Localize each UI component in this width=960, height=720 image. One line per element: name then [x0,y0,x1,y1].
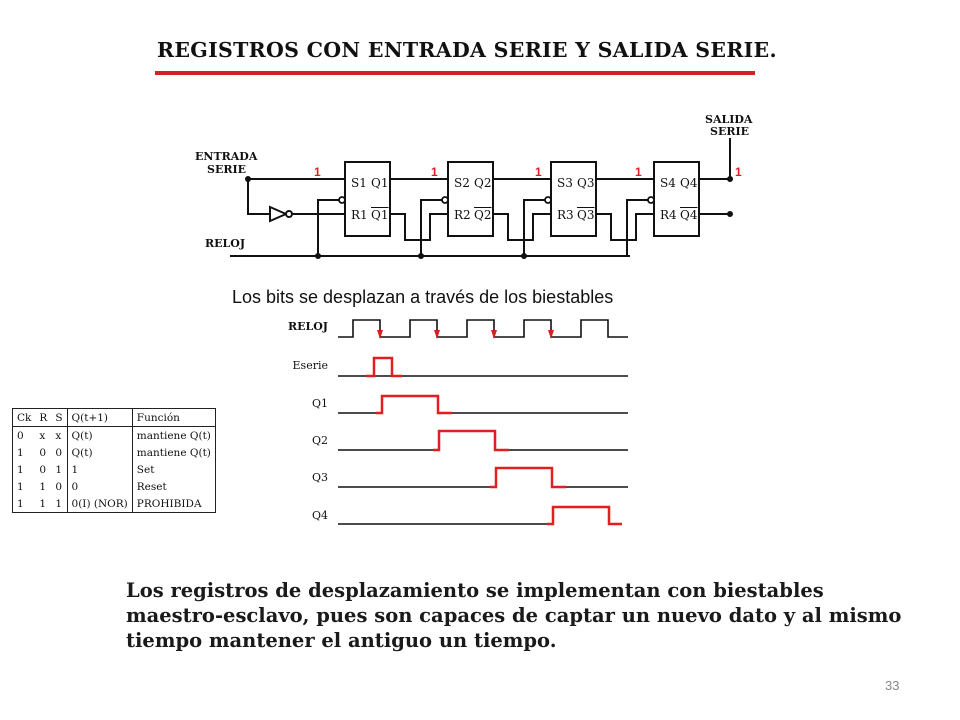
cell-ck: 1 [17,480,24,493]
q1-pulse [376,396,452,413]
shift-register-circuit [190,110,770,270]
header-qt1: Q(t+1) [67,409,132,427]
table-row [13,427,216,445]
cell-funcion: Set [132,461,215,478]
clk3-wire [524,200,548,256]
ff3-qn-label: Q3 [577,208,595,222]
timing-diagram [330,310,640,530]
ff4-qn-label: Q4 [680,208,698,222]
cell-s: 0 [55,480,62,493]
truth-table-header [13,409,216,427]
table-row [13,444,216,461]
q1n-r2-wire [390,214,448,240]
cell-funcion: mantiene Q(t) [132,427,215,445]
table-row [13,495,216,513]
q2n-r3-wire [493,214,551,240]
ff4-q-label: Q4 [680,176,698,190]
bit-label-5: 1 [735,165,742,179]
inverter-gate [270,207,286,221]
paragraph-line-2: maestro-esclavo, pues son capaces de captar un nuevo dato y al mismo [126,604,902,627]
cell-ck: 1 [17,463,24,476]
inverter-bubble [286,211,292,217]
bit-label-3: 1 [535,165,542,179]
cell-qt1: Q(t) [67,444,132,461]
page-title: REGISTROS CON ENTRADA SERIE Y SALIDA SERIE. [157,38,777,62]
cell-funcion: Reset [132,478,215,495]
ff3-q-label: Q3 [577,176,595,190]
signal-label-q2: Q2 [311,434,328,447]
ff2-qn-label: Q2 [474,208,492,222]
cell-funcion: PROHIBIDA [132,495,215,513]
ff1-s-label: S1 [351,176,367,190]
caption: Los bits se desplazan a través de los biestables [232,287,614,307]
truth-table [12,408,216,513]
clk4-wire [627,200,651,256]
cell-r: 0 [39,463,47,476]
q3-pulse [490,468,566,487]
cell-ck: 0 [17,429,24,442]
ff4-s-label: S4 [660,176,676,190]
ff3-r-label: R3 [557,208,574,222]
input-label-1: ENTRADA [195,150,258,163]
clk1-wire [318,200,342,256]
clock-label: RELOJ [205,237,246,250]
ff2-q-label: Q2 [474,176,492,190]
output-label-1: SALIDA [705,113,753,126]
cell-s: x [55,429,62,442]
ff1-qn-label: Q1 [371,208,389,222]
cell-r: 1 [39,480,47,493]
output-wire [699,138,730,179]
page-number: 33 [885,678,900,693]
title-underline [155,71,755,75]
cell-s: 0 [55,446,62,459]
signal-label-eserie: Eserie [292,359,328,372]
q4-pulse [547,507,622,524]
explanation-paragraph [126,578,902,653]
inverter-branch-wire [248,179,270,214]
ff4-box [654,162,699,236]
signal-label-q4: Q4 [311,509,328,522]
signal-label-reloj: RELOJ [287,320,328,333]
q2-pulse [433,431,509,450]
ff2-r-label: R2 [454,208,471,222]
ff1-q-label: Q1 [371,176,389,190]
cell-ck: 1 [17,446,24,459]
bit-label-2: 1 [431,165,438,179]
cell-qt1: 0 [67,478,132,495]
ff1-box [345,162,390,236]
paragraph-line-3: tiempo mantener el antiguo un tiempo. [126,629,557,652]
header-ck: Ck [13,409,36,427]
cell-ck: 1 [17,497,24,510]
q3n-r4-wire [596,214,654,240]
ff4-r-label: R4 [660,208,677,222]
cell-r: 1 [39,497,47,510]
clk2-wire [421,200,445,256]
table-row [13,461,216,478]
header-funcion: Función [132,409,215,427]
signal-label-q1: Q1 [311,397,328,410]
cell-r: x [39,429,46,442]
eserie-pulse [366,358,402,376]
cell-funcion: mantiene Q(t) [132,444,215,461]
header-s: S [51,409,67,427]
paragraph-line-1: Los registros de desplazamiento se implementan con biestables [126,579,824,602]
table-row [13,478,216,495]
cell-qt1: Q(t) [67,427,132,445]
signal-label-q3: Q3 [311,471,328,484]
ff2-s-label: S2 [454,176,470,190]
output-label-2: SERIE [710,125,749,138]
ff3-s-label: S3 [557,176,573,190]
cell-r: 0 [39,446,47,459]
header-r: R [35,409,51,427]
cell-qt1: 0(I) (NOR) [67,495,132,513]
bit-label-4: 1 [635,165,642,179]
ff3-box [551,162,596,236]
cell-s: 1 [55,497,62,510]
input-label-2: SERIE [207,163,246,176]
bit-label-1: 1 [314,165,321,179]
ff2-box [448,162,493,236]
cell-s: 1 [55,463,62,476]
cell-qt1: 1 [67,461,132,478]
ff1-r-label: R1 [351,208,368,222]
